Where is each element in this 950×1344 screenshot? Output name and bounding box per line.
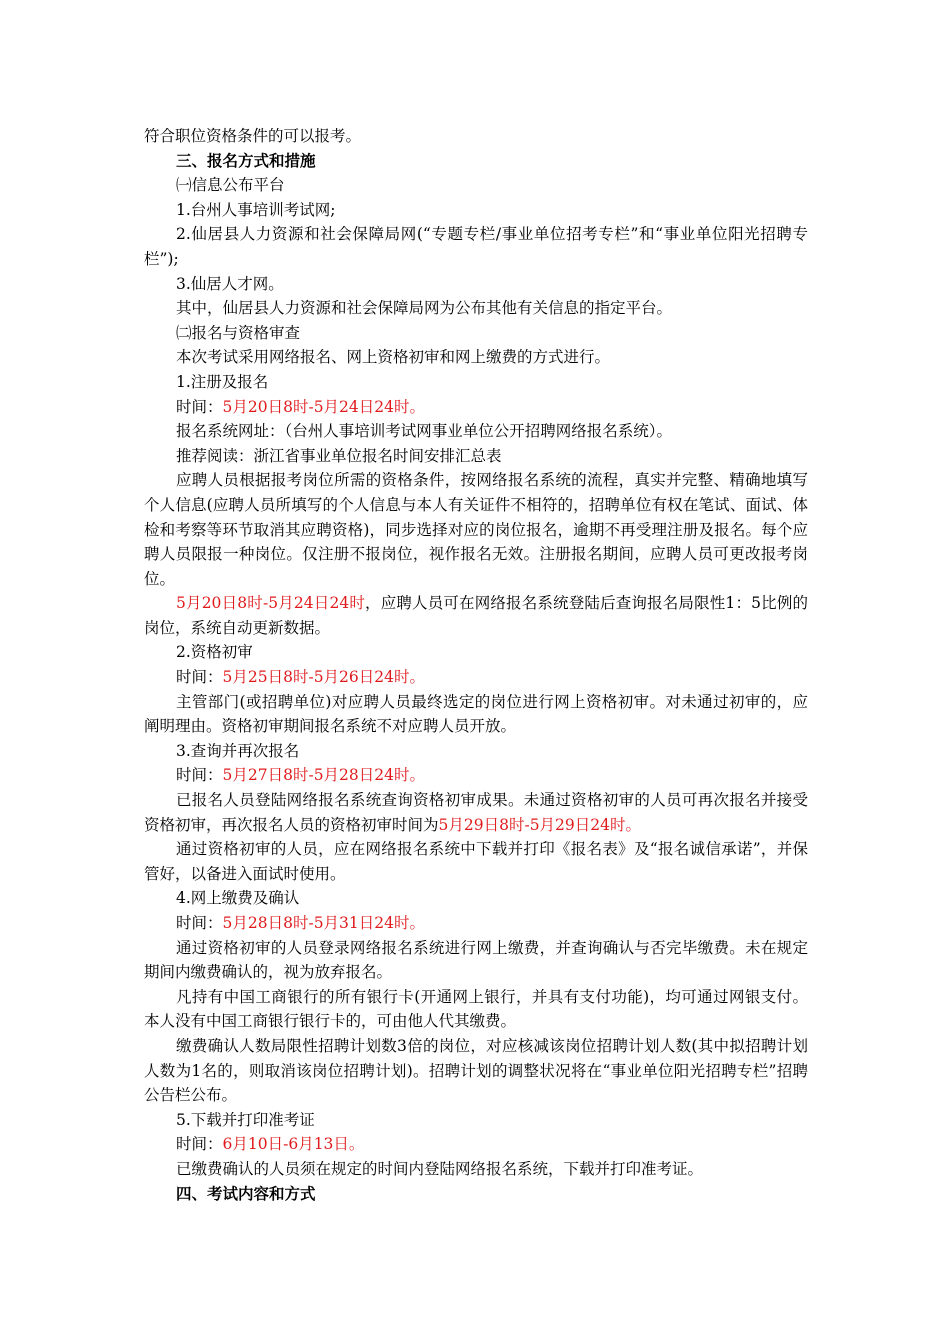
time-value: 5月20日8时-5月24日24时 bbox=[176, 594, 366, 613]
time-payment bbox=[144, 911, 808, 936]
paragraph-eligibility: 符合职位资格条件的可以报考。 bbox=[144, 127, 362, 145]
time-label: 时间： bbox=[176, 668, 223, 687]
paragraph-method: 本次考试采用网络报名、网上资格初审和网上缴费的方式进行。 bbox=[176, 348, 611, 367]
paragraph-query-ratio bbox=[144, 591, 808, 640]
step-heading-payment: 4.网上缴费及确认 bbox=[176, 889, 300, 908]
time-label: 时间： bbox=[176, 914, 223, 932]
step-heading-review: 2.资格初审 bbox=[176, 643, 253, 662]
paragraph-text: ，应聘人员可在网络报名系统登陆后查询报名局限性1：5比例的岗位，系统自动更新数据。 bbox=[144, 594, 808, 637]
paragraph-bank-card: 凡持有中国工商银行的所有银行卡(开通网上银行，并具有支付功能)，均可通过网银支付。本人没有中国工商银行银行卡的，可由他人代其缴费。 bbox=[144, 987, 808, 1031]
time-value: 5月27日8时-5月28日24时。 bbox=[222, 766, 426, 785]
section-heading-4: 四、考试内容和方式 bbox=[176, 1183, 316, 1203]
section-heading-3: 三、报名方式和措施 bbox=[176, 150, 316, 170]
paragraph-requery bbox=[144, 788, 808, 837]
paragraph-payment: 通过资格初审的人员登录网络报名系统进行网上缴费，并查询确认与否完毕缴费。未在规定期间内缴费确认的，视为放弃报名。 bbox=[144, 938, 808, 982]
list-item-2: 2.仙居县人力资源和社会保障局网(“专题专栏/事业单位招考专栏”和“事业单位阳光招聘专栏”); bbox=[144, 225, 808, 268]
subheading-registration-review: ㈡报名与资格审查 bbox=[176, 323, 301, 342]
paragraph-admission-ticket: 已缴费确认的人员须在规定的时间内登陆网络报名系统，下载并打印准考证。 bbox=[176, 1159, 704, 1178]
time-value: 5月28日8时-5月31日24时。 bbox=[222, 914, 426, 932]
time-value: 6月10日-6月13日。 bbox=[222, 1135, 365, 1154]
list-item-3: 3.仙居人才网。 bbox=[176, 274, 284, 293]
time-review bbox=[144, 665, 808, 690]
paragraph-recommended: 推荐阅读：浙江省事业单位报名时间安排汇总表 bbox=[176, 446, 502, 465]
time-admission-ticket bbox=[144, 1132, 808, 1157]
paragraph-quota-adjust: 缴费确认人数局限性招聘计划数3倍的岗位，对应核减该岗位招聘计划人数(其中拟招聘计划人数为1名的，则取消该岗位招聘计划)。招聘计划的调整状况将在“事业单位阳光招聘专栏”招聘公告栏公布。 bbox=[144, 1036, 808, 1105]
paragraph-designated-platform: 其中，仙居县人力资源和社会保障局网为公布其他有关信息的指定平台。 bbox=[176, 299, 673, 318]
paragraph-print-form: 通过资格初审的人员，应在网络报名系统中下载并打印《报名表》及“报名诚信承诺”，并保管好，以备进入面试时使用。 bbox=[144, 840, 808, 883]
time-value: 5月29日8时-5月29日24时。 bbox=[438, 815, 642, 834]
paragraph-applicant-info: 应聘人员根据报考岗位所需的资格条件，按网络报名系统的流程，真实并完整、精确地填写个人信息(应聘人员所填写的个人信息与本人有关证件不相符的，招聘单位有权在笔试、面试、体检和考察等环节取消其应聘资格)，同步选择对应的岗位报名，逾期不再受理注册及报名。每个应聘人员限报一种岗位。仅注册不报岗位，视作报名无效。注册报名期间，应聘人员可更改报考岗位。 bbox=[144, 471, 808, 588]
time-value: 5月20日8时-5月24日24时。 bbox=[222, 397, 426, 416]
time-value: 5月25日8时-5月26日24时。 bbox=[222, 668, 426, 687]
step-heading-register: 1.注册及报名 bbox=[176, 372, 269, 391]
time-requery bbox=[144, 763, 808, 788]
time-register bbox=[144, 395, 808, 420]
time-label: 时间： bbox=[176, 1135, 223, 1154]
step-heading-requery: 3.查询并再次报名 bbox=[176, 741, 300, 760]
step-heading-admission-ticket: 5.下载并打印准考证 bbox=[176, 1110, 315, 1129]
paragraph-text: 已报名人员登陆网络报名系统查询资格初审成果。未通过资格初审的人员可再次报名并接受资格初审，再次报名人员的资格初审时间为 bbox=[144, 791, 808, 834]
list-item-1: 1.台州人事培训考试网; bbox=[176, 200, 336, 219]
document-body bbox=[144, 124, 808, 1206]
time-label: 时间： bbox=[176, 397, 223, 416]
time-label: 时间： bbox=[176, 766, 223, 785]
paragraph-system-url: 报名系统网址：（台州人事培训考试网事业单位公开招聘网络报名系统）。 bbox=[176, 422, 673, 441]
subheading-info-platform: ㈠信息公布平台 bbox=[176, 176, 285, 195]
paragraph-review: 主管部门(或招聘单位)对应聘人员最终选定的岗位进行网上资格初审。对未通过初审的，应阐明理由。资格初审期间报名系统不对应聘人员开放。 bbox=[144, 692, 808, 736]
